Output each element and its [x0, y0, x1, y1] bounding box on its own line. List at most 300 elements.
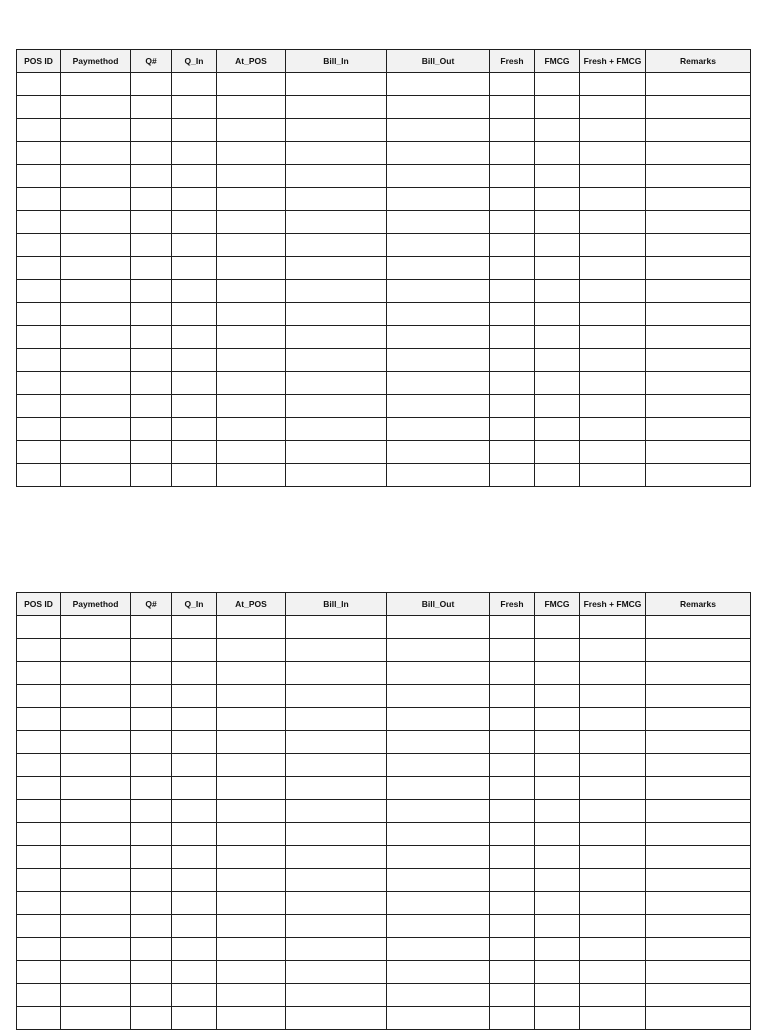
column-header-queue-number: Q#: [131, 593, 172, 616]
cell-fresh-plus-fmcg: [580, 188, 646, 211]
cell-pos-id: [17, 211, 61, 234]
cell-bill-out: [387, 869, 490, 892]
cell-bill-out: [387, 984, 490, 1007]
cell-pos-id: [17, 165, 61, 188]
table-row: [17, 234, 751, 257]
cell-queue-number: [131, 142, 172, 165]
cell-fresh-plus-fmcg: [580, 211, 646, 234]
cell-fresh-plus-fmcg: [580, 708, 646, 731]
cell-pos-id: [17, 464, 61, 487]
cell-fmcg: [535, 616, 580, 639]
cell-bill-in: [286, 303, 387, 326]
cell-fmcg: [535, 234, 580, 257]
cell-fresh: [490, 418, 535, 441]
cell-remarks: [646, 418, 751, 441]
cell-q-in: [172, 662, 217, 685]
cell-queue-number: [131, 349, 172, 372]
cell-fresh-plus-fmcg: [580, 142, 646, 165]
cell-fmcg: [535, 938, 580, 961]
cell-fresh-plus-fmcg: [580, 823, 646, 846]
cell-queue-number: [131, 708, 172, 731]
cell-queue-number: [131, 823, 172, 846]
cell-fresh: [490, 211, 535, 234]
cell-paymethod: [61, 915, 131, 938]
cell-fresh-plus-fmcg: [580, 915, 646, 938]
column-header-fresh: Fresh: [490, 593, 535, 616]
cell-fresh: [490, 280, 535, 303]
cell-fmcg: [535, 303, 580, 326]
cell-queue-number: [131, 984, 172, 1007]
cell-pos-id: [17, 1007, 61, 1030]
column-header-bill-out: Bill_Out: [387, 593, 490, 616]
table-row: [17, 639, 751, 662]
cell-fmcg: [535, 418, 580, 441]
cell-q-in: [172, 234, 217, 257]
cell-remarks: [646, 234, 751, 257]
cell-bill-in: [286, 961, 387, 984]
cell-q-in: [172, 685, 217, 708]
cell-fresh-plus-fmcg: [580, 418, 646, 441]
cell-remarks: [646, 639, 751, 662]
cell-fmcg: [535, 869, 580, 892]
cell-fmcg: [535, 73, 580, 96]
cell-at-pos: [217, 234, 286, 257]
cell-bill-out: [387, 326, 490, 349]
cell-paymethod: [61, 869, 131, 892]
cell-fmcg: [535, 731, 580, 754]
cell-remarks: [646, 731, 751, 754]
cell-at-pos: [217, 938, 286, 961]
table-row: [17, 961, 751, 984]
cell-paymethod: [61, 892, 131, 915]
cell-bill-out: [387, 349, 490, 372]
cell-fresh: [490, 639, 535, 662]
cell-queue-number: [131, 869, 172, 892]
cell-paymethod: [61, 961, 131, 984]
cell-queue-number: [131, 211, 172, 234]
cell-at-pos: [217, 165, 286, 188]
table-body: [17, 616, 751, 1030]
cell-pos-id: [17, 662, 61, 685]
cell-fresh: [490, 777, 535, 800]
cell-fresh: [490, 938, 535, 961]
cell-remarks: [646, 211, 751, 234]
cell-paymethod: [61, 418, 131, 441]
cell-queue-number: [131, 280, 172, 303]
cell-fmcg: [535, 441, 580, 464]
cell-fmcg: [535, 349, 580, 372]
cell-remarks: [646, 662, 751, 685]
cell-bill-out: [387, 708, 490, 731]
cell-fresh: [490, 73, 535, 96]
cell-q-in: [172, 73, 217, 96]
cell-bill-in: [286, 418, 387, 441]
cell-pos-id: [17, 188, 61, 211]
cell-fresh: [490, 234, 535, 257]
cell-paymethod: [61, 464, 131, 487]
cell-fmcg: [535, 754, 580, 777]
cell-fresh-plus-fmcg: [580, 961, 646, 984]
cell-fmcg: [535, 211, 580, 234]
table-row: [17, 984, 751, 1007]
cell-bill-in: [286, 731, 387, 754]
cell-fmcg: [535, 1007, 580, 1030]
table-row: [17, 395, 751, 418]
cell-remarks: [646, 280, 751, 303]
cell-fmcg: [535, 892, 580, 915]
cell-fresh-plus-fmcg: [580, 1007, 646, 1030]
cell-queue-number: [131, 234, 172, 257]
header-row: [17, 50, 751, 73]
cell-bill-out: [387, 441, 490, 464]
cell-queue-number: [131, 418, 172, 441]
cell-at-pos: [217, 662, 286, 685]
cell-q-in: [172, 188, 217, 211]
cell-fmcg: [535, 464, 580, 487]
cell-bill-out: [387, 418, 490, 441]
cell-q-in: [172, 754, 217, 777]
cell-bill-in: [286, 188, 387, 211]
cell-fresh: [490, 372, 535, 395]
table-row: [17, 418, 751, 441]
cell-queue-number: [131, 1007, 172, 1030]
cell-bill-in: [286, 846, 387, 869]
cell-q-in: [172, 984, 217, 1007]
cell-bill-in: [286, 464, 387, 487]
tracking-sheet-table-2: [16, 592, 751, 1030]
cell-bill-out: [387, 731, 490, 754]
cell-paymethod: [61, 73, 131, 96]
table-row: [17, 708, 751, 731]
cell-bill-out: [387, 639, 490, 662]
cell-pos-id: [17, 938, 61, 961]
cell-pos-id: [17, 961, 61, 984]
cell-queue-number: [131, 800, 172, 823]
cell-queue-number: [131, 395, 172, 418]
cell-pos-id: [17, 326, 61, 349]
cell-paymethod: [61, 731, 131, 754]
cell-bill-in: [286, 869, 387, 892]
table-row: [17, 303, 751, 326]
cell-paymethod: [61, 280, 131, 303]
cell-bill-in: [286, 823, 387, 846]
cell-bill-in: [286, 165, 387, 188]
cell-paymethod: [61, 1007, 131, 1030]
cell-fmcg: [535, 800, 580, 823]
cell-q-in: [172, 303, 217, 326]
cell-fresh-plus-fmcg: [580, 938, 646, 961]
cell-q-in: [172, 395, 217, 418]
cell-fmcg: [535, 961, 580, 984]
cell-pos-id: [17, 777, 61, 800]
cell-fresh-plus-fmcg: [580, 234, 646, 257]
table-row: [17, 915, 751, 938]
cell-at-pos: [217, 869, 286, 892]
cell-at-pos: [217, 800, 286, 823]
cell-queue-number: [131, 96, 172, 119]
table-row: [17, 685, 751, 708]
cell-at-pos: [217, 754, 286, 777]
cell-fresh-plus-fmcg: [580, 349, 646, 372]
cell-fresh: [490, 800, 535, 823]
cell-remarks: [646, 685, 751, 708]
cell-pos-id: [17, 73, 61, 96]
cell-q-in: [172, 800, 217, 823]
cell-at-pos: [217, 1007, 286, 1030]
table-row: [17, 188, 751, 211]
cell-paymethod: [61, 142, 131, 165]
cell-q-in: [172, 777, 217, 800]
cell-paymethod: [61, 119, 131, 142]
cell-q-in: [172, 326, 217, 349]
cell-q-in: [172, 441, 217, 464]
cell-remarks: [646, 754, 751, 777]
column-header-paymethod: Paymethod: [61, 50, 131, 73]
cell-pos-id: [17, 257, 61, 280]
cell-at-pos: [217, 708, 286, 731]
cell-remarks: [646, 165, 751, 188]
cell-bill-in: [286, 708, 387, 731]
cell-paymethod: [61, 984, 131, 1007]
cell-bill-out: [387, 257, 490, 280]
cell-queue-number: [131, 464, 172, 487]
cell-fresh-plus-fmcg: [580, 326, 646, 349]
cell-bill-out: [387, 73, 490, 96]
cell-fresh: [490, 464, 535, 487]
cell-fresh-plus-fmcg: [580, 662, 646, 685]
cell-q-in: [172, 731, 217, 754]
cell-paymethod: [61, 303, 131, 326]
cell-at-pos: [217, 280, 286, 303]
cell-q-in: [172, 142, 217, 165]
table-row: [17, 441, 751, 464]
cell-fresh-plus-fmcg: [580, 892, 646, 915]
table-row: [17, 662, 751, 685]
cell-bill-in: [286, 938, 387, 961]
column-header-fmcg: FMCG: [535, 50, 580, 73]
column-header-bill-in: Bill_In: [286, 50, 387, 73]
cell-pos-id: [17, 349, 61, 372]
cell-q-in: [172, 846, 217, 869]
column-header-fresh: Fresh: [490, 50, 535, 73]
column-header-at-pos: At_POS: [217, 50, 286, 73]
cell-bill-out: [387, 464, 490, 487]
table-row: [17, 754, 751, 777]
cell-at-pos: [217, 464, 286, 487]
table-row: [17, 73, 751, 96]
cell-q-in: [172, 639, 217, 662]
column-header-fmcg: FMCG: [535, 593, 580, 616]
cell-fmcg: [535, 372, 580, 395]
cell-remarks: [646, 800, 751, 823]
cell-fresh-plus-fmcg: [580, 731, 646, 754]
cell-at-pos: [217, 96, 286, 119]
cell-bill-out: [387, 234, 490, 257]
header-row: [17, 593, 751, 616]
cell-fresh: [490, 303, 535, 326]
table-row: [17, 1007, 751, 1030]
cell-fresh-plus-fmcg: [580, 441, 646, 464]
cell-q-in: [172, 961, 217, 984]
cell-q-in: [172, 915, 217, 938]
cell-bill-in: [286, 211, 387, 234]
cell-fresh-plus-fmcg: [580, 685, 646, 708]
cell-q-in: [172, 257, 217, 280]
cell-at-pos: [217, 395, 286, 418]
cell-fresh: [490, 616, 535, 639]
cell-bill-out: [387, 142, 490, 165]
cell-fresh: [490, 915, 535, 938]
cell-bill-out: [387, 395, 490, 418]
cell-fresh-plus-fmcg: [580, 119, 646, 142]
cell-at-pos: [217, 777, 286, 800]
cell-queue-number: [131, 188, 172, 211]
cell-pos-id: [17, 823, 61, 846]
cell-at-pos: [217, 73, 286, 96]
cell-bill-out: [387, 280, 490, 303]
cell-fresh: [490, 662, 535, 685]
cell-bill-out: [387, 938, 490, 961]
cell-fresh-plus-fmcg: [580, 777, 646, 800]
cell-queue-number: [131, 119, 172, 142]
cell-remarks: [646, 915, 751, 938]
cell-paymethod: [61, 211, 131, 234]
cell-remarks: [646, 188, 751, 211]
table-row: [17, 280, 751, 303]
table-row: [17, 616, 751, 639]
cell-fresh: [490, 326, 535, 349]
cell-remarks: [646, 372, 751, 395]
cell-paymethod: [61, 846, 131, 869]
cell-paymethod: [61, 326, 131, 349]
cell-q-in: [172, 165, 217, 188]
cell-remarks: [646, 73, 751, 96]
cell-at-pos: [217, 441, 286, 464]
cell-fresh: [490, 708, 535, 731]
column-header-at-pos: At_POS: [217, 593, 286, 616]
cell-pos-id: [17, 754, 61, 777]
column-header-fresh-plus-fmcg: Fresh + FMCG: [580, 50, 646, 73]
cell-fmcg: [535, 823, 580, 846]
cell-pos-id: [17, 96, 61, 119]
cell-bill-in: [286, 441, 387, 464]
cell-paymethod: [61, 349, 131, 372]
cell-fresh-plus-fmcg: [580, 754, 646, 777]
cell-fresh: [490, 892, 535, 915]
cell-bill-in: [286, 915, 387, 938]
cell-fmcg: [535, 984, 580, 1007]
cell-queue-number: [131, 915, 172, 938]
cell-pos-id: [17, 639, 61, 662]
cell-paymethod: [61, 616, 131, 639]
cell-fresh: [490, 441, 535, 464]
cell-bill-out: [387, 1007, 490, 1030]
cell-pos-id: [17, 303, 61, 326]
cell-bill-in: [286, 777, 387, 800]
cell-q-in: [172, 708, 217, 731]
cell-fmcg: [535, 96, 580, 119]
cell-fresh: [490, 165, 535, 188]
cell-fresh-plus-fmcg: [580, 639, 646, 662]
cell-paymethod: [61, 708, 131, 731]
cell-fresh-plus-fmcg: [580, 846, 646, 869]
cell-queue-number: [131, 73, 172, 96]
cell-bill-out: [387, 892, 490, 915]
cell-fresh: [490, 188, 535, 211]
cell-fresh-plus-fmcg: [580, 464, 646, 487]
cell-bill-out: [387, 662, 490, 685]
cell-fresh-plus-fmcg: [580, 257, 646, 280]
table-body: [17, 73, 751, 487]
cell-paymethod: [61, 257, 131, 280]
cell-bill-in: [286, 349, 387, 372]
cell-remarks: [646, 395, 751, 418]
table-row: [17, 800, 751, 823]
cell-at-pos: [217, 639, 286, 662]
cell-queue-number: [131, 639, 172, 662]
cell-queue-number: [131, 777, 172, 800]
cell-queue-number: [131, 961, 172, 984]
cell-pos-id: [17, 395, 61, 418]
cell-bill-out: [387, 96, 490, 119]
cell-bill-out: [387, 616, 490, 639]
cell-fresh: [490, 984, 535, 1007]
cell-q-in: [172, 1007, 217, 1030]
cell-queue-number: [131, 892, 172, 915]
column-header-remarks: Remarks: [646, 593, 751, 616]
cell-queue-number: [131, 616, 172, 639]
cell-remarks: [646, 846, 751, 869]
cell-q-in: [172, 616, 217, 639]
cell-paymethod: [61, 441, 131, 464]
cell-fresh-plus-fmcg: [580, 165, 646, 188]
cell-bill-in: [286, 372, 387, 395]
cell-at-pos: [217, 418, 286, 441]
cell-remarks: [646, 938, 751, 961]
cell-at-pos: [217, 616, 286, 639]
cell-paymethod: [61, 685, 131, 708]
cell-paymethod: [61, 96, 131, 119]
cell-remarks: [646, 869, 751, 892]
cell-fmcg: [535, 639, 580, 662]
table-row: [17, 731, 751, 754]
column-header-pos-id: POS ID: [17, 50, 61, 73]
cell-remarks: [646, 464, 751, 487]
column-header-q-in: Q_In: [172, 593, 217, 616]
cell-pos-id: [17, 441, 61, 464]
cell-at-pos: [217, 915, 286, 938]
table-row: [17, 96, 751, 119]
cell-fresh-plus-fmcg: [580, 395, 646, 418]
cell-fresh: [490, 1007, 535, 1030]
tracking-sheet-table-1: [16, 49, 751, 487]
cell-fresh: [490, 731, 535, 754]
cell-queue-number: [131, 938, 172, 961]
table-row: [17, 165, 751, 188]
cell-fmcg: [535, 915, 580, 938]
cell-fmcg: [535, 142, 580, 165]
cell-at-pos: [217, 188, 286, 211]
cell-fresh-plus-fmcg: [580, 96, 646, 119]
cell-fresh: [490, 823, 535, 846]
cell-queue-number: [131, 846, 172, 869]
cell-pos-id: [17, 280, 61, 303]
cell-paymethod: [61, 777, 131, 800]
cell-fmcg: [535, 708, 580, 731]
cell-bill-out: [387, 800, 490, 823]
cell-remarks: [646, 441, 751, 464]
table-row: [17, 777, 751, 800]
